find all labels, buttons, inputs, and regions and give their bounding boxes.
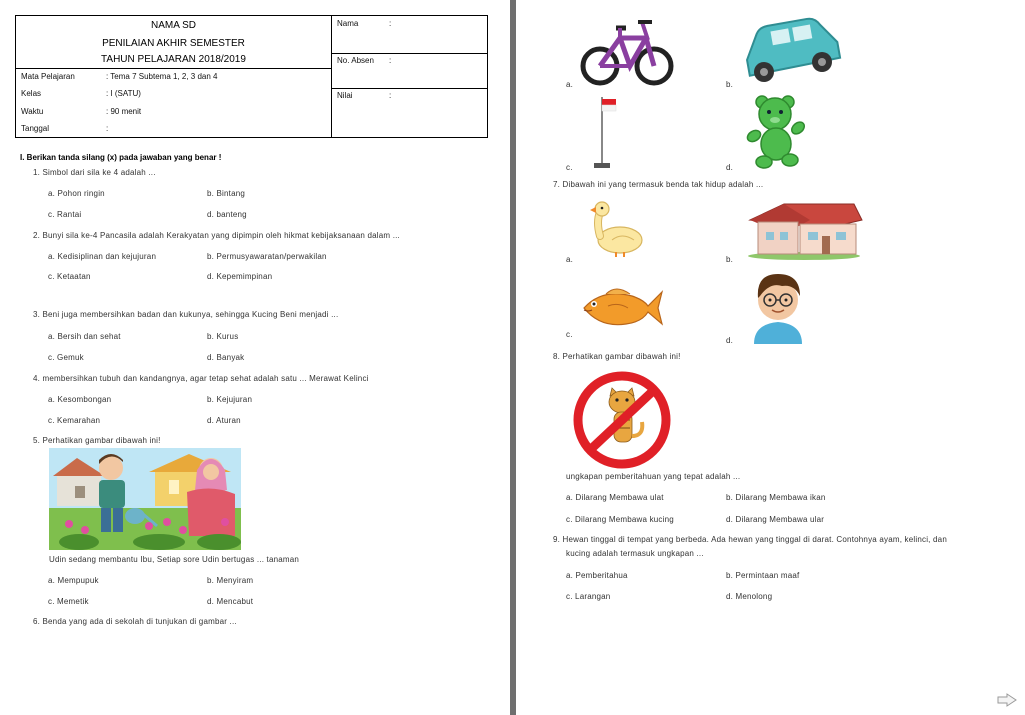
section-instruction: I. Berikan tanda silang (x) pada jawaban yang benar ! [20, 153, 222, 162]
option-2b: b. Permusyawaratan/perwakilan [207, 252, 327, 261]
option-9a: a. Pemberitahua [566, 571, 628, 580]
q6-label-a: a. [566, 80, 574, 89]
q7-label-d: d. [726, 336, 734, 345]
field-value-absen: : [389, 56, 392, 65]
car-icon [740, 16, 844, 84]
gardening-illustration [49, 448, 241, 550]
field-label-time: Waktu [21, 107, 44, 116]
q6-label-c: c. [566, 163, 573, 172]
option-3a: a. Bersih dan sehat [48, 332, 121, 341]
option-5c: c. Memetik [48, 597, 89, 606]
option-3c: c. Gemuk [48, 353, 84, 362]
question-1: 1. Simbol dari sila ke 4 adalah ... [33, 168, 156, 177]
field-value-name: : [389, 19, 392, 28]
bicycle-icon [580, 14, 674, 86]
field-value-time: : 90 menit [106, 107, 142, 116]
school-name: NAMA SD [150, 20, 196, 31]
house-icon [744, 200, 866, 260]
question-6: 6. Benda yang ada di sekolah di tunjukan di gambar ... [33, 617, 237, 626]
option-3d: d. Banyak [207, 353, 245, 362]
flag-icon [588, 95, 618, 171]
next-page-icon[interactable] [997, 693, 1017, 707]
duck-icon [586, 200, 646, 258]
table-hline [331, 53, 488, 54]
field-value-date: : [106, 124, 109, 133]
table-vline [331, 16, 332, 137]
field-label-class: Kelas [21, 89, 42, 98]
option-8d: d. Dilarang Membawa ular [726, 515, 825, 524]
field-value-score: : [389, 91, 392, 100]
option-2d: d. Kepemimpinan [207, 272, 273, 281]
option-8a: a. Dilarang Membawa ulat [566, 493, 664, 502]
option-5d: d. Mencabut [207, 597, 254, 606]
option-9b: b. Permintaan maaf [726, 571, 800, 580]
question-2: 2. Bunyi sila ke-4 Pancasila adalah Kerakyatan yang dipimpin oleh hikmat kebijaksanaan dalam ... [33, 231, 400, 240]
option-5b: b. Menyiram [207, 576, 254, 585]
option-4c: c. Kemarahan [48, 416, 101, 425]
exam-title: PENILAIAN AKHIR SEMESTER [102, 38, 245, 49]
option-1d: d. banteng [207, 210, 247, 219]
table-hline [331, 88, 488, 89]
field-label-score: Nilai [337, 91, 353, 100]
option-3b: b. Kurus [207, 332, 239, 341]
question-8-caption: ungkapan pemberitahuan yang tepat adalah ... [566, 472, 741, 481]
header-table [15, 15, 488, 138]
teddy-bear-icon [746, 94, 806, 170]
option-4a: a. Kesombongan [48, 395, 112, 404]
option-4b: b. Kejujuran [207, 395, 253, 404]
option-9c: c. Larangan [566, 592, 611, 601]
no-cat-sign-icon [570, 370, 674, 470]
field-label-subject: Mata Pelajaran [21, 72, 75, 81]
school-year: TAHUN PELAJARAN 2018/2019 [101, 54, 246, 65]
question-8: 8. Perhatikan gambar dibawah ini! [553, 352, 681, 361]
question-7: 7. Dibawah ini yang termasuk benda tak hidup adalah ... [553, 180, 764, 189]
fish-icon [578, 282, 664, 332]
q7-label-c: c. [566, 330, 573, 339]
q7-label-b: b. [726, 255, 734, 264]
option-2c: c. Ketaatan [48, 272, 91, 281]
question-5: 5. Perhatikan gambar dibawah ini! [33, 436, 161, 445]
field-label-name: Nama [337, 19, 359, 28]
option-4d: d. Aturan [207, 416, 241, 425]
option-2a: a. Kedisiplinan dan kejujuran [48, 252, 157, 261]
q7-label-a: a. [566, 255, 574, 264]
option-8b: b. Dilarang Membawa ikan [726, 493, 826, 502]
field-value-class: : I (SATU) [106, 89, 141, 98]
option-1c: c. Rantai [48, 210, 82, 219]
field-value-subject: : Tema 7 Subtema 1, 2, 3 dan 4 [106, 72, 218, 81]
field-label-date: Tanggal [21, 124, 50, 133]
q6-label-d: d. [726, 163, 734, 172]
option-5a: a. Mempupuk [48, 576, 99, 585]
question-9-line2: kucing adalah termasuk ungkapan ... [566, 549, 704, 558]
option-1a: a. Pohon ringin [48, 189, 105, 198]
q6-label-b: b. [726, 80, 734, 89]
option-1b: b. Bintang [207, 189, 246, 198]
page-right [516, 0, 1025, 715]
question-3: 3. Beni juga membersihkan badan dan kukunya, sehingga Kucing Beni menjadi ... [33, 310, 339, 319]
question-5-caption: Udin sedang membantu Ibu, Setiap sore Udin bertugas ... tanaman [49, 555, 300, 564]
option-8c: c. Dilarang Membawa kucing [566, 515, 674, 524]
option-9d: d. Menolong [726, 592, 773, 601]
page-left [0, 0, 510, 715]
question-9: 9. Hewan tinggal di tempat yang berbeda. Ada hewan yang tinggal di darat. Contohnya ayam, kelinci, dan [553, 535, 947, 544]
boy-icon [750, 270, 806, 344]
question-4: 4. membersihkan tubuh dan kandangnya, agar tetap sehat adalah satu ... Merawat Kelinci [33, 374, 369, 383]
table-hline [16, 68, 331, 69]
field-label-absen: No. Absen [337, 56, 374, 65]
